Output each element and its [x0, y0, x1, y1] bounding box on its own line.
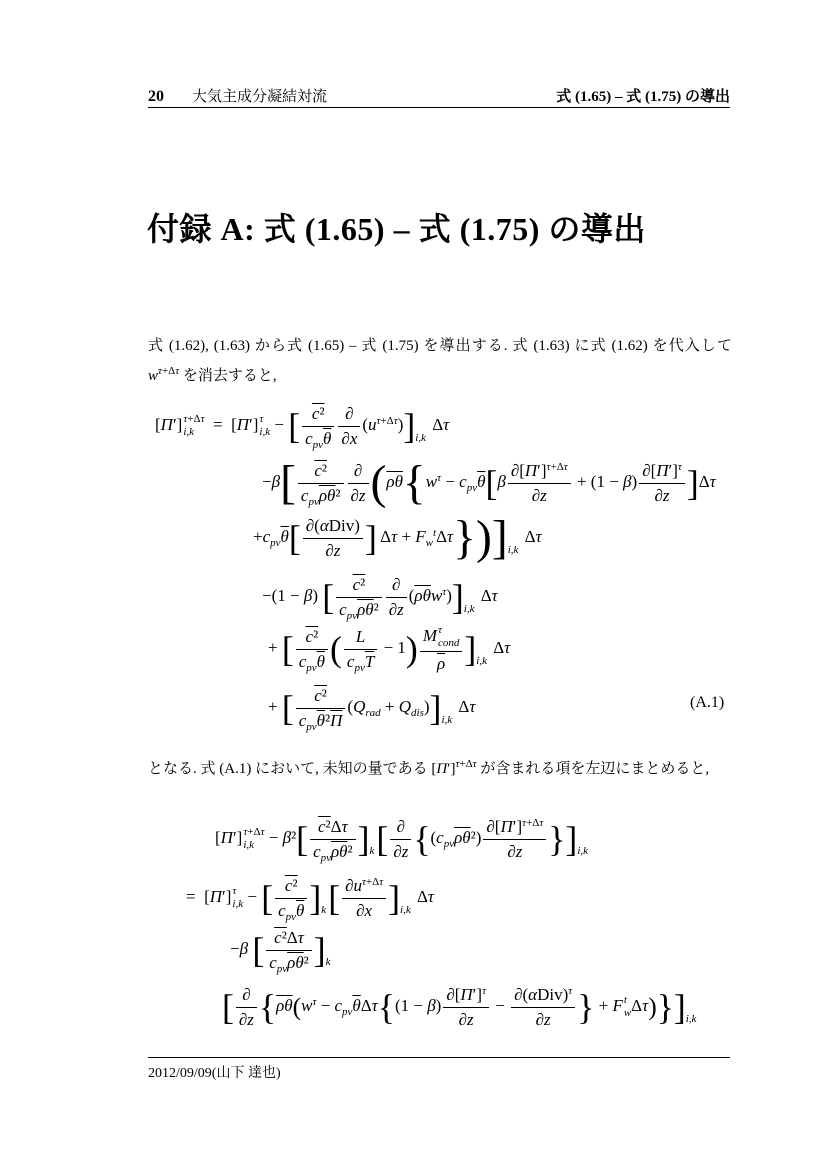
- equation-2-line-2: = [Π′] τ i,k − [ c² $c_{pv}\overline{\theta}$ ]$_k$[ $\frac{\partial u^{\tau+\Delta\tau}}{\partial x}$ ]$_{i,k}$ Δτ: [186, 876, 435, 923]
- footer-text: 2012/09/09(山下 達也): [148, 1066, 281, 1081]
- intro-paragraph: 式 (1.62), (1.63) から式 (1.65) – 式 (1.75) を導出する. 式 (1.63) に式 (1.62) を代入して $w^{\tau+\Delta\tau}$ を消去すると,: [148, 338, 732, 384]
- header-rule: [148, 107, 730, 108]
- page-number: 20: [148, 88, 164, 105]
- equation-a1-line-6: + [ c² $c_{pv}\overline{\theta}^2\overline{\Pi}$ $(Q_{rad} + Q_{dis})]_{i,k}$ Δτ: [268, 686, 476, 733]
- middle-paragraph: となる. 式 (A.1) において, 未知の量である $[\Pi']^{\tau+\Delta\tau}$ が含まれる項を左辺にまとめると,: [148, 758, 710, 777]
- running-header-left-title: 大気主成分凝結対流: [192, 89, 328, 105]
- running-header-right-title: 式 (1.65) – 式 (1.75) の導出: [556, 89, 730, 105]
- equation-a1-tag: (A.1): [690, 694, 725, 711]
- equation-a1-line-4: −(1 − β) [ c² $c_{pv}\overline{\rho}\overline{\theta}^2$ ∂ ∂z $(\overline{\rho}\overline{\theta}w^\tau)]_{i,k}$ Δτ: [262, 575, 498, 622]
- equation-2-line-4: [ ∂ ∂z {$\overline{\rho}\overline{\theta}(w^\tau - c_{pv}\overline{\theta}\Delta\tau\{(1 - \beta)$ $\frac{\partial[\Pi']^\tau}{\partial z}$ − $\partial(\alpha Div)^\tau$ ∂z } + F t w $\Delta\tau)\}]_{i,k}$: [222, 985, 697, 1029]
- equation-2-line-1: [Π′] τ+Δτ i,k − β²[ c²Δτ $c_{pv}\overline{\rho}\overline{\theta}^2$ ]$_k$[ ∂ ∂z {$(c_{pv}\overline{\rho}\overline{\theta}^2)$ $\frac{\partial[\Pi']^{\tau+\Delta\tau}}{\partial z}$ }]$_{i,k}$: [215, 817, 589, 864]
- footer-rule: [148, 1057, 730, 1058]
- equation-a1-line-1: [Π′] τ+Δτ i,k = [Π′] τ i,k − [ c² $c_{pv}\overline{\theta}$ ∂ ∂x $(u^{\tau+\Delta\tau})]_{i,k}$ Δτ: [155, 404, 450, 451]
- running-header: [148, 85, 730, 106]
- appendix-title: 付録 A: 式 (1.65) – 式 (1.75) の導出: [147, 211, 646, 247]
- equation-a1-line-3: $+c_{pv}\overline{\theta}$[ ∂(αDiv) ∂z ] $\Delta\tau + F_w^t\Delta\tau\})]_{i,k}$ Δτ: [253, 512, 542, 565]
- running-header-left: [148, 85, 327, 106]
- equation-2-line-3: −β [ c²Δτ $c_{pv}\overline{\rho}\overline{\theta}^2$ ]$_k$: [230, 928, 331, 975]
- equation-a1-line-2: −β[ c² $c_{pv}\overline{\rho}\overline{\theta}^2$ ∂ ∂z ($\overline{\rho}\overline{\theta}\{w^\tau - c_{pv}\overline{\theta}[\beta$ $\frac{\partial[\Pi']^{\tau+\Delta\tau}}{\partial z}$ + (1 − β) $\frac{\partial[\Pi']^\tau}{\partial z}$ ]Δτ: [262, 457, 716, 510]
- equation-a1-line-5: + [ c² $c_{pv}\overline{\theta}$ ( L $c_{pv}\overline{T}$ − 1) M τ cond $\overline{\rho}$ ]$_{i,k}$ Δτ: [268, 623, 511, 674]
